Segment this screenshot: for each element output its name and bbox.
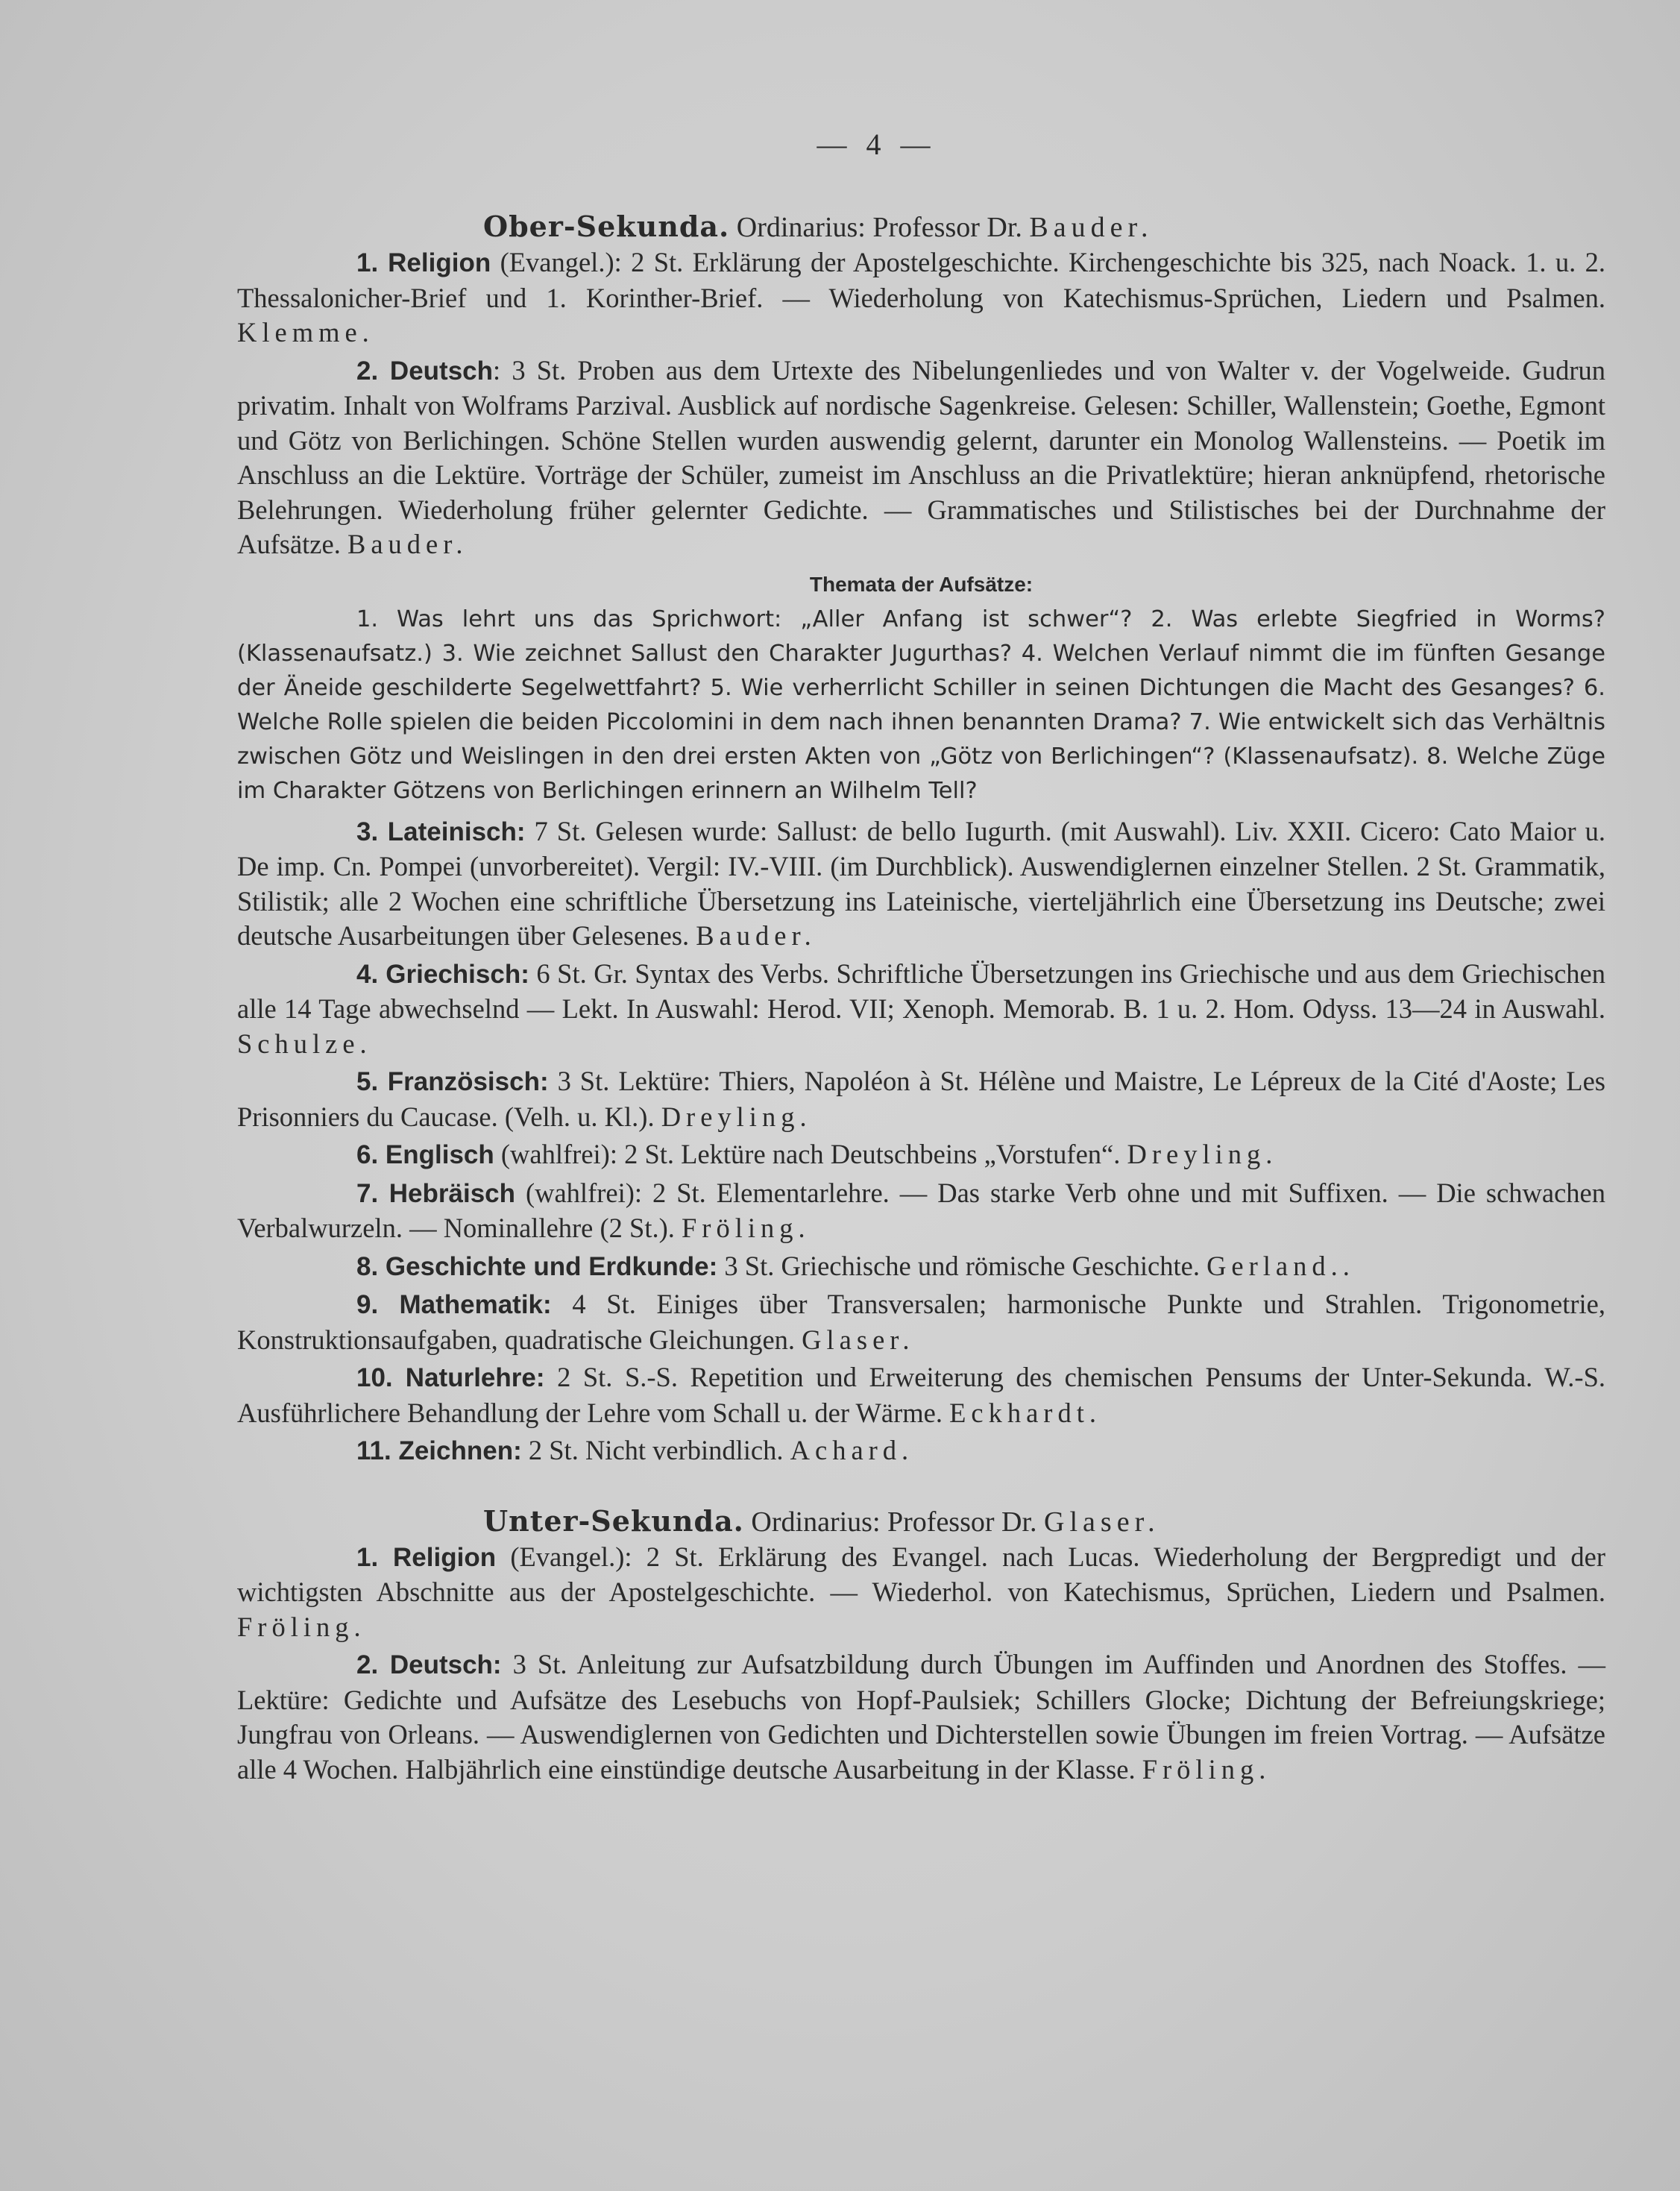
page-content <box>237 127 1605 1787</box>
subject-label: 10. Naturlehre: <box>356 1363 545 1392</box>
subject-text: 6 St. Gr. Syntax des Verbs. Schriftliche Übersetzungen ins Griechische und aus dem Griechischen alle 14 Tage abwechselnd — Lekt. In Auswahl: Herod. VII; Xenoph. Memorab. B. 1 u. 2. Hom. Odyss. 13—24 in Auswahl. <box>237 958 1605 1024</box>
page-number: — 4 — <box>817 128 937 161</box>
subject-text: 4 St. Einiges über Transversalen; harmonische Punkte und Strahlen. Trigonometrie, Konstruktionsaufgaben, quadratische Gleichungen. <box>237 1289 1605 1355</box>
subject-teacher: Fröling. <box>682 1213 811 1243</box>
subject-text: (wahlfrei): 2 St. Lektüre nach Deutschbeins „Vorstufen“. <box>494 1139 1127 1169</box>
subject-label: 11. Zeichnen: <box>356 1436 522 1465</box>
subject-teacher: Gerland.. <box>1206 1250 1355 1281</box>
subject-religion <box>237 245 1605 351</box>
subject-teacher: Schulze. <box>237 1028 372 1059</box>
subject-geschichte-erdkunde <box>237 1249 1605 1285</box>
subject-lateinisch <box>237 814 1605 954</box>
subject-griechisch <box>237 957 1605 1062</box>
subject-label: 3. Lateinisch: <box>356 817 526 846</box>
subject-teacher: Achard. <box>790 1435 914 1465</box>
subject-zeichnen <box>237 1433 1605 1469</box>
subject-teacher: Fröling. <box>237 1611 366 1642</box>
subject-teacher: Dreyling. <box>661 1101 812 1132</box>
subject-naturlehre <box>237 1360 1605 1430</box>
subject-label: 6. Englisch <box>356 1140 494 1169</box>
section-title: Ober-Sekunda. <box>483 210 730 243</box>
section-heading-ober-sekunda <box>237 209 1605 245</box>
subject-label: 7. Hebräisch <box>356 1178 515 1208</box>
subject-text: 3 St. Griechische und römische Geschichte. <box>717 1250 1207 1281</box>
subject-teacher: Glaser. <box>802 1324 915 1355</box>
subject-hebraeisch <box>237 1176 1605 1246</box>
subject-label: 4. Griechisch: <box>356 959 529 989</box>
subject-label: 8. Geschichte und Erdkunde: <box>356 1251 718 1281</box>
subject-text: (wahlfrei): 2 St. Elementarlehre. — Das starke Verb ohne und mit Suffixen. — Die schwachen Verbalwurzeln. — Nominallehre (2 St.). <box>237 1177 1605 1243</box>
subject-text: 2 St. S.-S. Repetition und Erweiterung des chemischen Pensums der Unter-Sekunda. W.-S. Ausführlichere Behandlung der Lehre vom Schall u. der Wärme. <box>237 1362 1605 1428</box>
section-gap <box>237 1469 1605 1496</box>
subject-englisch <box>237 1137 1605 1173</box>
subject-text: 2 St. Nicht verbindlich. <box>521 1435 790 1465</box>
subject-label: 1. Religion <box>356 1542 497 1572</box>
ordinarius-name: Glaser. <box>1044 1506 1160 1538</box>
subject-deutsch <box>237 353 1605 562</box>
themata-heading: Themata der Aufsätze: <box>809 572 1034 596</box>
subject-religion <box>237 1540 1605 1645</box>
subject-mathematik <box>237 1287 1605 1357</box>
subject-franzoesisch <box>237 1064 1605 1134</box>
subject-text: 7 St. Gelesen wurde: Sallust: de bello Iugurth. (mit Auswahl). Liv. XXII. Cicero: Cato Maior u. De imp. Cn. Pompei (unvorbereitet). Vergil: IV.-VIII. (im Durchblick). Auswendiglernen einzelner Stellen. 2 St. Grammatik, Stilistik; alle 2 Wochen eine schriftliche Übersetzung ins Lateinische, vierteljährlich eine Übersetzung ins Deutsche; zwei deutsche Ausarbeitungen über Gelesenes. <box>237 815 1606 951</box>
subject-label: 1. Religion <box>356 248 491 277</box>
subject-deutsch <box>237 1647 1605 1787</box>
subject-teacher: Klemme. <box>237 317 374 348</box>
subject-teacher: Dreyling. <box>1127 1139 1278 1169</box>
subject-text: 3 St. Anleitung zur Aufsatzbildung durch Übungen im Auffinden und Anordnen des Stoffes. — Lektüre: Gedichte und Aufsätze des Lesebuchs von Hopf-Paulsiek; Schillers Glocke; Dichtung der Befreiungskriege; Jungfrau von Orleans. — Auswendiglernen von Gedichten und Dichterstellen sowie Übungen im freien Vortrag. — Aufsätze alle 4 Wochen. Halbjährlich eine einstündige deutsche Ausarbeitung in der Klasse. <box>237 1649 1605 1785</box>
subject-text: (Evangel.): 2 St. Erklärung der Apostelgeschichte. Kirchengeschichte bis 325, nach Noack. 1. u. 2. Thessalonicher-Brief und 1. Korinther-Brief. — Wiederholung von Katechismus-Sprüchen, Liedern und Psalmen. <box>237 247 1606 313</box>
subject-teacher: Bauder. <box>347 529 468 559</box>
section-heading-unter-sekunda <box>237 1503 1605 1540</box>
section-title: Unter-Sekunda. <box>483 1503 744 1538</box>
subject-label: 2. Deutsch <box>356 356 494 386</box>
subject-label: 9. Mathematik: <box>356 1290 552 1319</box>
ordinarius-label: Ordinarius: Professor Dr. <box>751 1506 1037 1538</box>
ordinarius-name: Bauder. <box>1029 212 1154 243</box>
subject-label: 5. Französisch: <box>356 1067 549 1096</box>
subject-text: 3 St. Lektüre: Thiers, Napoléon à St. Hélène und Maistre, Le Lépreux de la Cité d'Aoste; Les Prisonniers du Caucase. (Velh. u. Kl.). <box>237 1066 1605 1132</box>
subject-teacher: Fröling. <box>1142 1753 1271 1785</box>
subject-label: 2. Deutsch: <box>356 1650 502 1679</box>
subject-teacher: Eckhardt. <box>949 1397 1101 1428</box>
ordinarius-label: Ordinarius: Professor Dr. <box>736 212 1022 243</box>
themata-list: 1. Was lehrt uns das Sprichwort: „Aller Anfang ist schwer“? 2. Was erlebte Siegfried in Worms? (Klassenaufsatz.) 3. Wie zeichnet Sallust den Charakter Jugurthas? 4. Welchen Verlauf nimmt die im fünften Gesange der Äneide geschilderte Segelwettfahrt? 5. Wie verherrlicht Schiller in seinen Dichtungen die Macht des Gesanges? 6. Welche Rolle spielen die beiden Piccolomini in dem nach ihnen benannten Drama? 7. Wie entwickelt sich das Verhältnis zwischen Götz und Weislingen in den drei ersten Akten von „Götz von Berlichingen“? (Klassenaufsatz). 8. Welche Züge im Charakter Götzens von Berlichingen erinnern an Wilhelm Tell? <box>237 606 1605 804</box>
subject-teacher: Bauder. <box>696 920 817 951</box>
subject-text: : 3 St. Proben aus dem Urtexte des Nibelungenliedes und von Walter v. der Vogelweide. Gudrun privatim. Inhalt von Wolframs Parzival. Ausblick auf nordische Sagenkreise. Gelesen: Schiller, Wallenstein; Goethe, Egmont und Götz von Berlichingen. Schöne Stellen wurden auswendig gelernt, darunter ein Monolog Wallensteins. — Poetik im Anschluss an die Lektüre. Vorträge der Schüler, zumeist im Anschluss an die Privatlektüre; hieran anknüpfend, rhetorische Belehrungen. Wiederholung früher gelernter Gedichte. — Grammatisches und Stilistisches bei der Durchnahme der Aufsätze. <box>237 354 1605 559</box>
subject-text: (Evangel.): 2 St. Erklärung des Evangel. nach Lucas. Wiederholung der Bergpredigt und der wichtigsten Abschnitte aus der Apostelgeschichte. — Wiederhol. von Katechismus, Sprüchen, Liedern und Psalmen. <box>237 1541 1606 1607</box>
